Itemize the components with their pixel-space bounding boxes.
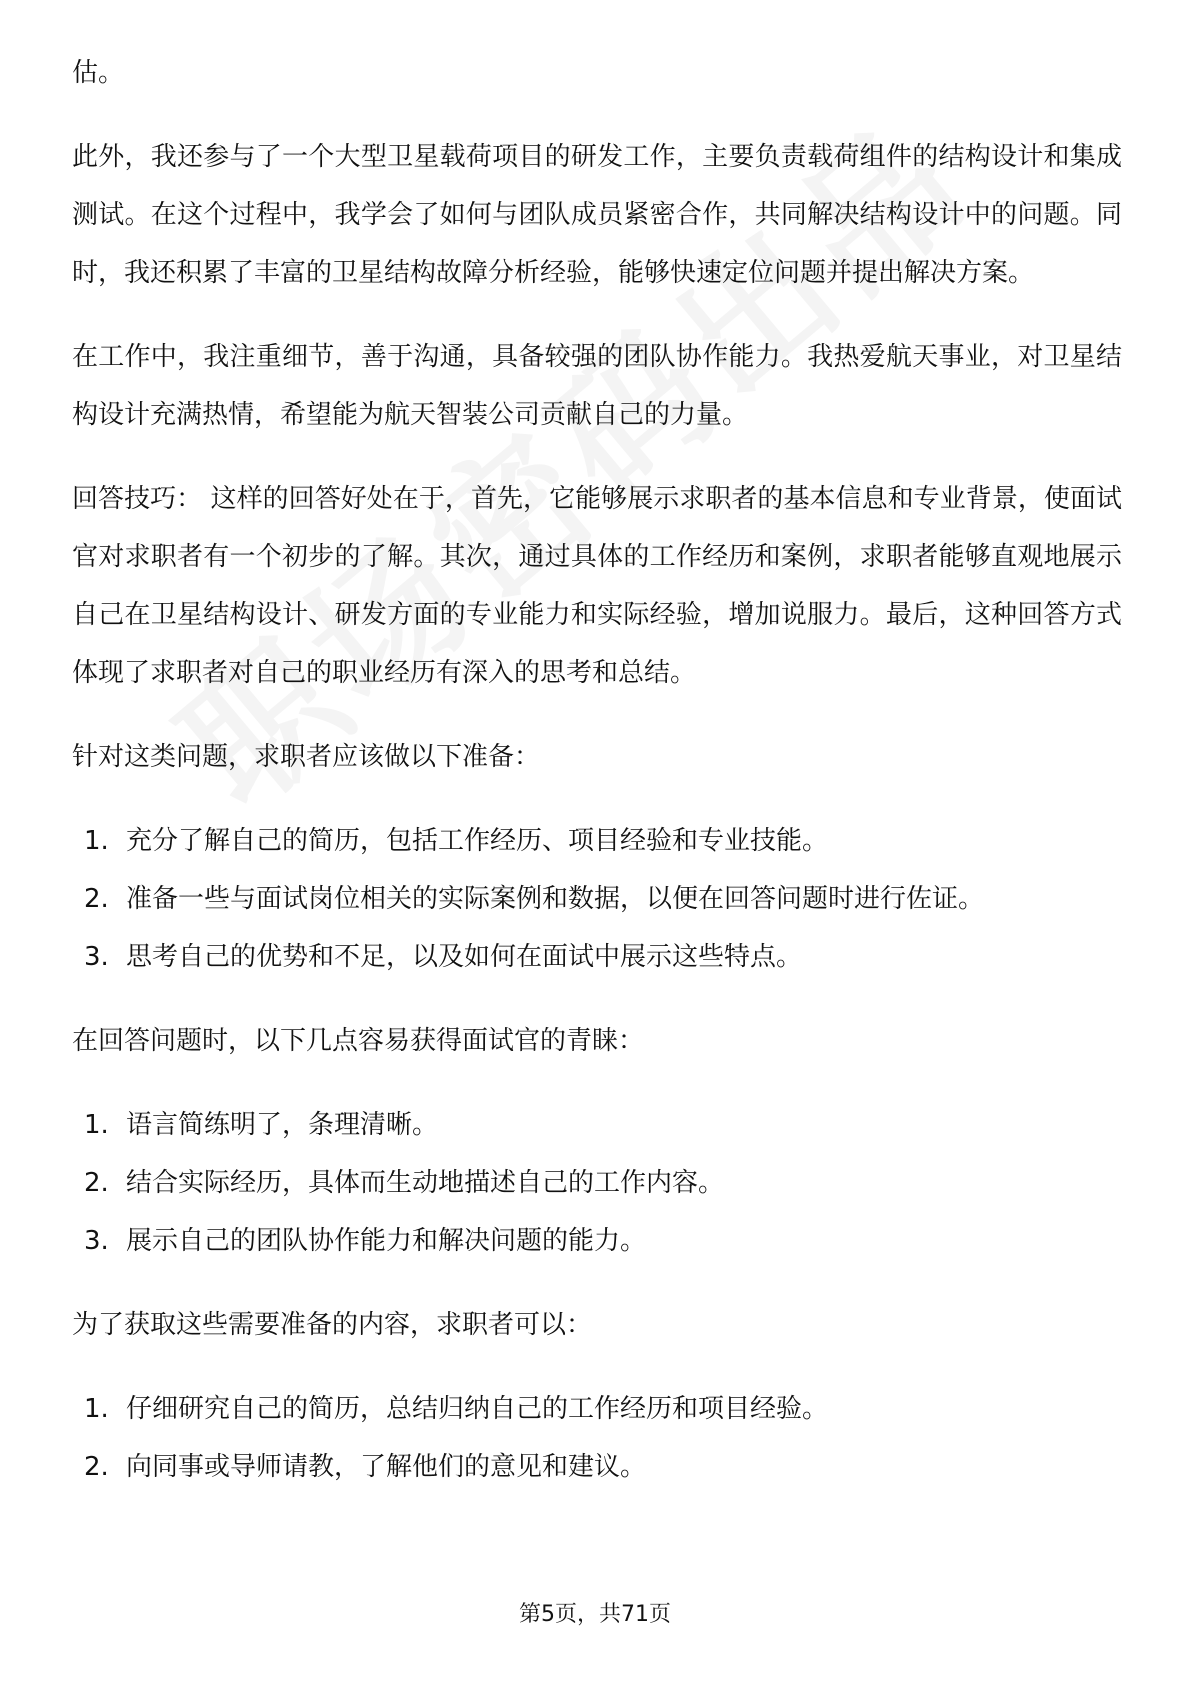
list-item xyxy=(72,812,1122,870)
list-item xyxy=(72,1212,1122,1270)
paragraph: 在回答问题时，以下几点容易获得面试官的青睐： xyxy=(72,1026,645,1056)
paragraph: 此外，我还参与了一个大型卫星载荷项目的研发工作，主要负责载荷组件的结构设计和集成测试。在这个过程中，我学会了如何与团队成员紧密合作，共同解决结构设计中的问题。同时，我还积累了丰富的卫星结构故障分析经验，能够快速定位问题并提出解决方案。 xyxy=(72,142,1122,288)
acquisition-list xyxy=(72,1380,1122,1496)
preparation-list xyxy=(72,812,1122,986)
favorable-points-list xyxy=(72,1096,1122,1270)
list-number: 3. xyxy=(84,1226,109,1256)
list-number: 2. xyxy=(84,884,109,914)
list-item xyxy=(72,870,1122,928)
list-number: 1. xyxy=(84,1110,109,1140)
list-item-text: 向同事或导师请教，了解他们的意见和建议。 xyxy=(126,1452,647,1482)
list-item-text: 思考自己的优势和不足，以及如何在面试中展示这些特点。 xyxy=(126,942,803,972)
list-item xyxy=(72,1154,1122,1212)
list-item-text: 语言简练明了，条理清晰。 xyxy=(126,1110,439,1140)
paragraph: 为了获取这些需要准备的内容，求职者可以： xyxy=(72,1310,593,1340)
list-item-text: 结合实际经历，具体而生动地描述自己的工作内容。 xyxy=(126,1168,725,1198)
paragraph: 针对这类问题，求职者应该做以下准备： xyxy=(72,742,541,772)
document-body xyxy=(72,44,1122,1522)
page-number-footer: 第5页，共71页 xyxy=(519,1602,671,1627)
list-number: 3. xyxy=(84,942,109,972)
list-item xyxy=(72,1096,1122,1154)
list-item-text: 仔细研究自己的简历，总结归纳自己的工作经历和项目经验。 xyxy=(126,1394,829,1424)
paragraph: 在工作中，我注重细节，善于沟通，具备较强的团队协作能力。我热爱航天事业，对卫星结构设计充满热情，希望能为航天智装公司贡献自己的力量。 xyxy=(72,342,1122,430)
list-item-text: 准备一些与面试岗位相关的实际案例和数据，以便在回答问题时进行佐证。 xyxy=(126,884,985,914)
list-number: 1. xyxy=(84,1394,109,1424)
list-item-text: 展示自己的团队协作能力和解决问题的能力。 xyxy=(126,1226,647,1256)
list-item xyxy=(72,1438,1122,1496)
paragraph: 估。 xyxy=(72,58,125,88)
list-item xyxy=(72,1380,1122,1438)
list-item xyxy=(72,928,1122,986)
list-item-text: 充分了解自己的简历，包括工作经历、项目经验和专业技能。 xyxy=(126,826,829,856)
list-number: 2. xyxy=(84,1452,109,1482)
list-number: 2. xyxy=(84,1168,109,1198)
list-number: 1. xyxy=(84,826,109,856)
answer-tips-paragraph: 回答技巧： 这样的回答好处在于，首先，它能够展示求职者的基本信息和专业背景，使面试官对求职者有一个初步的了解。其次，通过具体的工作经历和案例，求职者能够直观地展示自己在卫星结构设计、研发方面的专业能力和实际经验，增加说服力。最后，这种回答方式体现了求职者对自己的职业经历有深入的思考和总结。 xyxy=(72,484,1122,688)
